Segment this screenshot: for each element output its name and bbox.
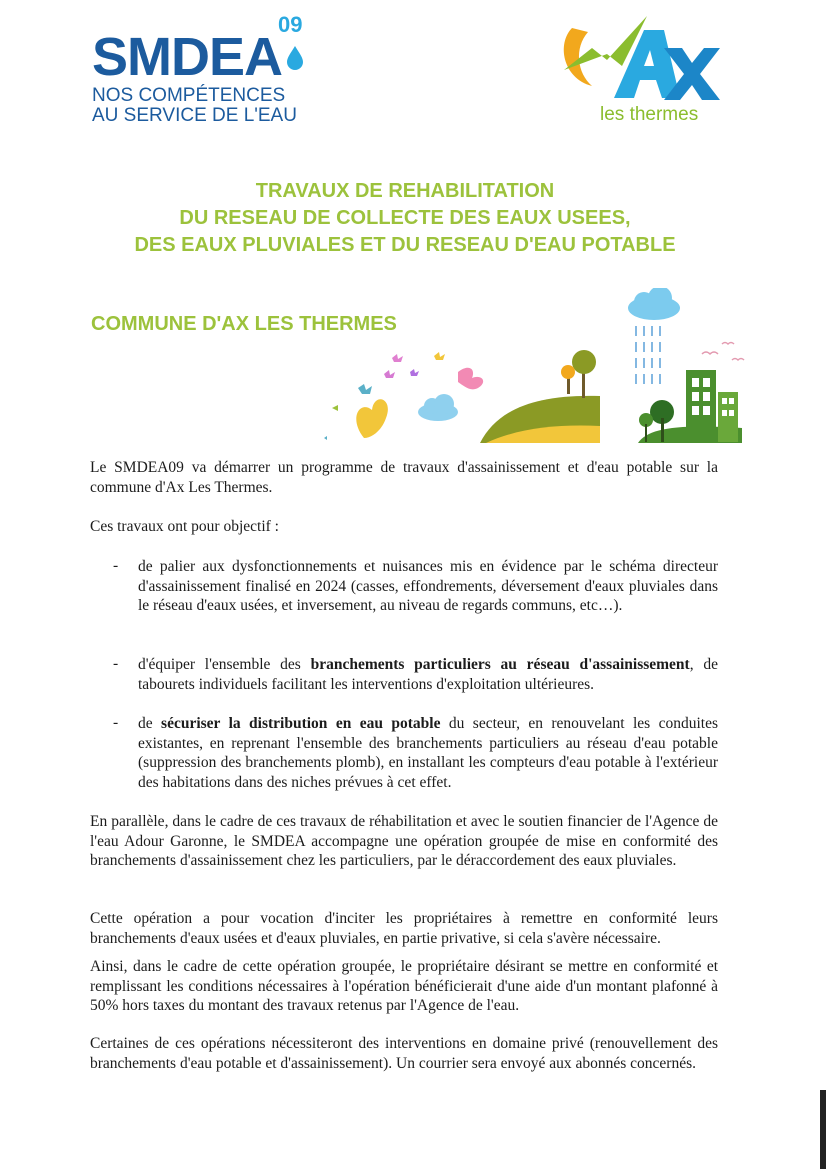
ax-logo-caption: les thermes — [600, 104, 699, 125]
smdea-tagline-line2: AU SERVICE DE L'EAU — [92, 105, 297, 126]
bullet-2-text — [138, 655, 718, 694]
paragraph-parallele: En parallèle, dans le cadre de ces travaux de réhabilitation et avec le soutien financier de l'Agence de l'eau Adour Garonne, le SMDEA accompagne une opération groupée de mise en conformité des branchements d'assainissement chez les particuliers, par le déraccordement des eaux pluviales. — [90, 813, 718, 869]
paragraph-ainsi: Ainsi, dans le cadre de cette opération groupée, le propriétaire désirant se mettre en conformité et remplissant les conditions nécessaires à l'opération bénéficierait d'une aide d'un montant plafonné à 50% hors taxes du montant des travaux retenus par l'Agence de l'eau. — [90, 958, 718, 1014]
bullet-3-post: du secteur, en renouvelant les conduites existantes, en reprenant l'ensemble des branchements particuliers au réseau d'eau potable (suppression des branchements plomb), en installant les compteurs d'eau potable à l'extérieur des habitations dans des niches prévues à cet effet. — [138, 715, 718, 791]
bullet-2-post: , de tabourets individuels facilitant les interventions d'exploitation ultérieures. — [138, 656, 718, 693]
scan-edge-mark — [820, 1090, 826, 1169]
landscape-illustration — [318, 288, 748, 448]
title-line-1: TRAVAUX DE REHABILITATION — [255, 180, 555, 202]
paragraph-certaines: Certaines de ces opérations nécessiteront des interventions en domaine privé (renouvellement des branchements d'eau potable et d'assainissement). Un courrier sera envoyé aux abonnés concernés. — [90, 1035, 718, 1072]
bullet-1-text: de palier aux dysfonctionnements et nuisances mis en évidence par le schéma directeur d'assainissement finalisé en 2024 (casses, effondrements, déversement d'eaux pluviales dans le réseau d'eaux usées, et inversement, au niveau de regards communs, etc…). — [138, 558, 718, 614]
document-title — [60, 178, 750, 259]
bullet-2-bold: branchements particuliers au réseau d'assainissement — [310, 656, 690, 673]
birds-icon — [702, 343, 744, 361]
ax-les-thermes-logo — [552, 8, 722, 138]
smdea-logo — [88, 12, 318, 130]
bullet-marker: - — [113, 557, 119, 574]
hill-icon — [480, 396, 600, 443]
city-buildings-icon — [638, 370, 742, 443]
tree-icon — [561, 350, 596, 398]
cloud-icon — [418, 394, 458, 421]
water-drop-icon — [284, 44, 306, 70]
smdea-tagline-line1: NOS COMPÉTENCES — [92, 85, 286, 106]
bullet-3-bold: sécuriser la distribution en eau potable — [161, 715, 441, 732]
butterfly-icon — [356, 399, 388, 438]
intro-paragraph: Le SMDEA09 va démarrer un programme de travaux d'assainissement et d'eau potable sur la commune d'Ax Les Thermes. — [90, 459, 718, 496]
bullet-3-text — [138, 714, 718, 792]
commune-heading: COMMUNE D'AX LES THERMES — [91, 313, 397, 335]
bullet-2-pre: d'équiper l'ensemble des — [138, 656, 311, 673]
paragraph-vocation: Cette opération a pour vocation d'inciter les propriétaires à remettre en conformité leurs branchements d'eaux usées et d'eaux pluviales, en partie privative, si cela s'avère nécessaire. — [90, 910, 718, 947]
smdea-logo-09: 09 — [278, 12, 303, 37]
small-butterflies — [324, 352, 483, 440]
smdea-logo-word: SMDEA — [92, 27, 283, 87]
bullet-marker: - — [113, 714, 119, 731]
rain-cloud-icon — [628, 288, 680, 384]
bullet-marker: - — [113, 655, 119, 672]
ax-logo-mark-icon — [552, 8, 722, 108]
title-line-3: DES EAUX PLUVIALES ET DU RESEAU D'EAU POTABLE — [134, 234, 676, 256]
bullet-3-pre: de — [138, 715, 162, 732]
objectif-lead: Ces travaux ont pour objectif : — [90, 518, 279, 535]
title-line-2: DU RESEAU DE COLLECTE DES EAUX USEES, — [179, 207, 631, 229]
